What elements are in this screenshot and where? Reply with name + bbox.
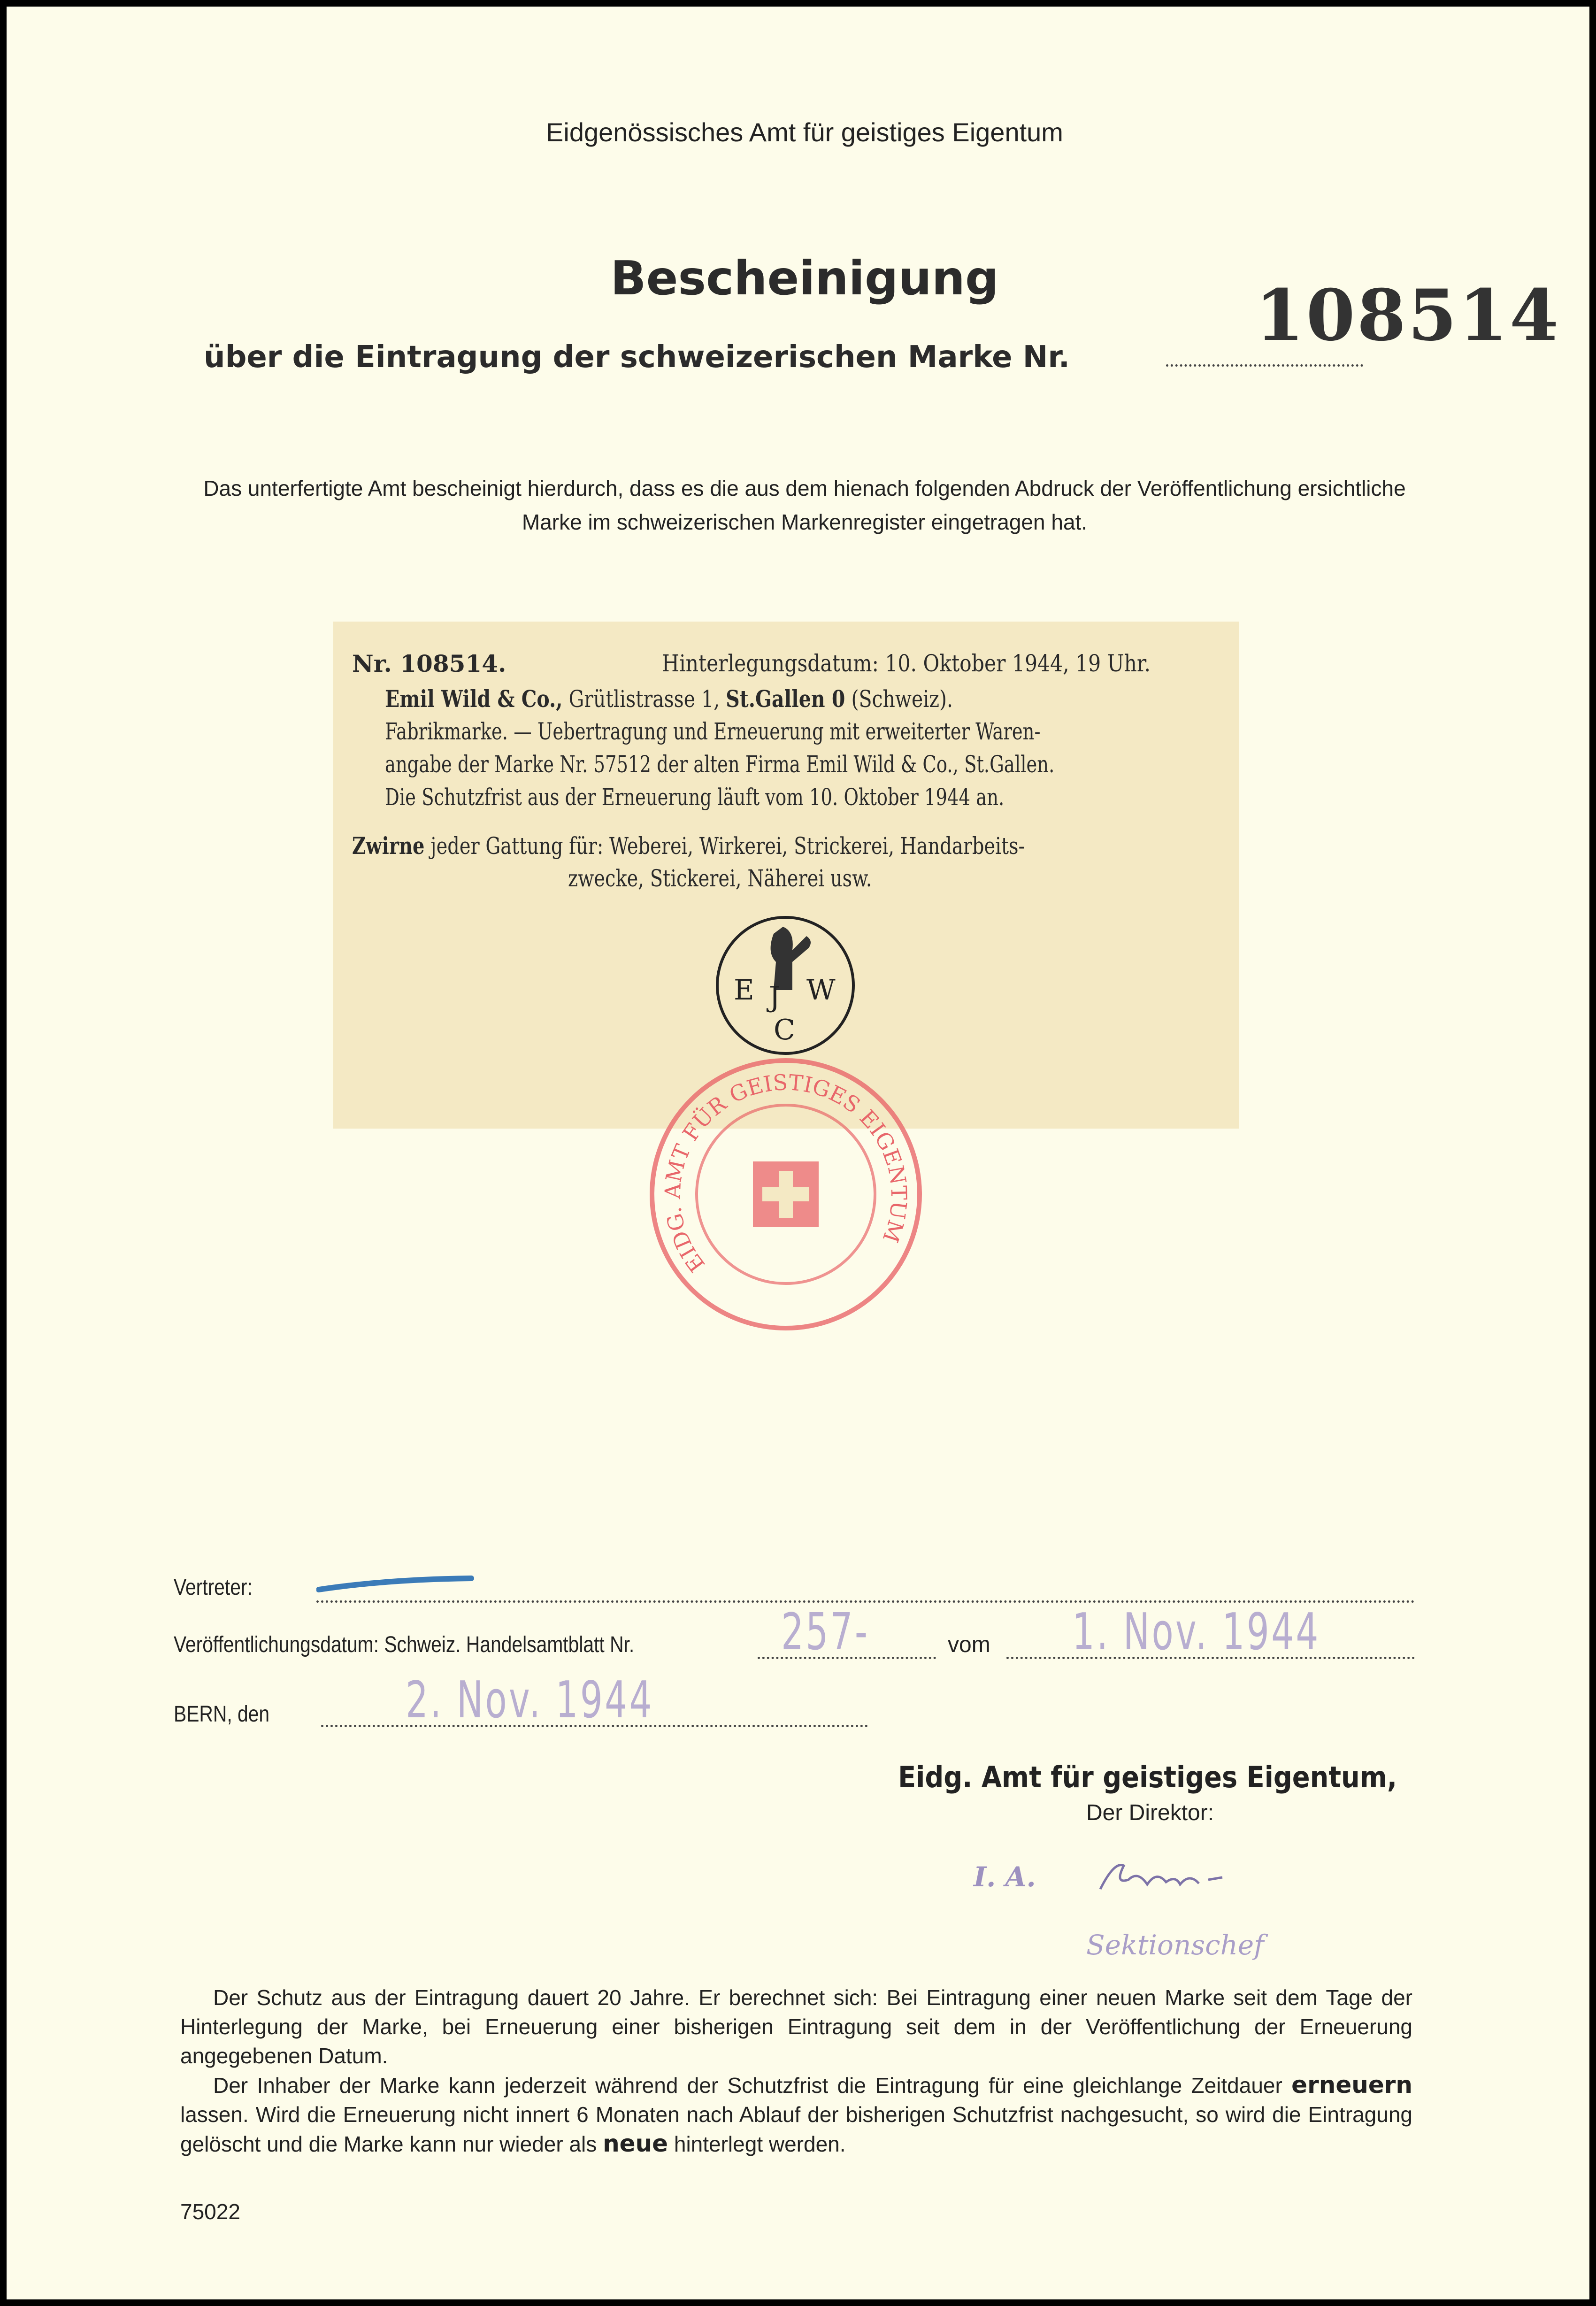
owner-country: (Schweiz). (851, 685, 953, 713)
svg-text:C: C (774, 1014, 795, 1046)
mark-number: 108514 (1255, 274, 1561, 357)
svg-text:E: E (734, 974, 754, 1007)
clipping-owner (385, 685, 953, 713)
legal-paragraph-1: Der Schutz aus der Eintragung dauert 20 Jahre. Er berechnet sich: Bei Eintragung einer neuen Marke seit dem Tage der Hinterlegung der Marke, bei Erneuerung einer bisherigen Eintragung seit dem in der Veröffentlichung der Erneuerung angegebenen Datum. (180, 1985, 1412, 2068)
legal-notice (180, 1983, 1412, 2159)
legal-emphasis: neue (603, 2130, 668, 2157)
legal-text: hinterlegt werden. (674, 2132, 846, 2156)
clipping-line-3: Fabrikmarke. — Uebertragung und Erneuerung mit erweiterter Waren- (385, 718, 1041, 745)
bern-date-label: BERN, den (174, 1702, 270, 1727)
vom-label: vom (948, 1632, 990, 1657)
issue-date-stamp: 2. Nov. 1944 (406, 1671, 654, 1730)
legal-paragraph-2 (180, 2070, 1412, 2159)
clipping-goods-2: zwecke, Stickerei, Näherei usw. (568, 865, 872, 892)
office-header: Eidgenössisches Amt für geistiges Eigentum (546, 117, 1063, 147)
brand-logo-ejwc (713, 913, 858, 1058)
legal-emphasis: erneuern (1291, 2071, 1412, 2098)
director-label: Der Direktor: (1086, 1800, 1214, 1825)
clipping-line-5: Die Schutzfrist aus der Erneuerung läuft vom 10. Oktober 1944 an. (385, 784, 1005, 811)
representative-label: Vertreter: (174, 1575, 253, 1600)
legal-text: lassen. Wird die Erneuerung nicht innert 6 Monaten nach Ablauf der bisherigen Schutzfrist nachgesucht, so wird die Eintragung gelöscht und die Marke kann nur wieder als (180, 2102, 1412, 2156)
legal-text: Der Inhaber der Marke kann jederzeit während der Schutzfrist die Eintragung für eine gleichlange Zeitdauer (213, 2073, 1282, 2098)
blue-pen-mark (316, 1575, 476, 1593)
document-subtitle: über die Eintragung der schweizerischen Marke Nr. (204, 340, 1070, 375)
clipping-deposit-date: Hinterlegungsdatum: 10. Oktober 1944, 19 Uhr. (662, 650, 1151, 677)
intro-text: Das unterfertigte Amt bescheinigt hierdurch, dass es die aus dem hienach folgenden Abdruck der Veröffentlichung ersichtliche Marke im schweizerischen Markenregister eingetragen hat. (203, 476, 1406, 534)
ia-stamp: I. A. (974, 1861, 1036, 1893)
publication-nr-stamp: 257- (781, 1603, 870, 1661)
mark-number-line (1166, 364, 1363, 367)
publication-date-stamp: 1. Nov. 1944 (1072, 1603, 1320, 1661)
signer-title-stamp: Sektionschef (1086, 1929, 1264, 1961)
certificate-page (7, 7, 1589, 2299)
document-title: Bescheinigung (610, 251, 999, 306)
clipping-goods-1 (352, 832, 1025, 860)
owner-name: Emil Wild & Co., (385, 685, 563, 713)
seal-text: EIDG. AMT FÜR GEISTIGES EIGENTUM (660, 1069, 912, 1277)
goods-bold: Zwirne (352, 832, 425, 860)
handwritten-signature (1096, 1852, 1293, 1903)
form-number: 75022 (180, 2199, 240, 2224)
owner-address: Grütlistrasse 1, (568, 685, 720, 713)
red-office-seal (645, 1053, 927, 1335)
owner-city: St.Gallen 0 (726, 685, 845, 713)
svg-text:W: W (806, 974, 836, 1007)
publication-label: Veröffentlichungsdatum: Schweiz. Handelsamtblatt Nr. (174, 1632, 635, 1657)
clipping-line-4: angabe der Marke Nr. 57512 der alten Firma Emil Wild & Co., St.Gallen. (385, 751, 1055, 778)
clipping-nr: Nr. 108514. (352, 650, 506, 677)
svg-text:J: J (769, 981, 781, 1014)
office-signature-block: Eidg. Amt für geistiges Eigentum, (898, 1760, 1397, 1794)
goods-text: jeder Gattung für: Weberei, Wirkerei, Strickerei, Handarbeits- (430, 832, 1025, 860)
